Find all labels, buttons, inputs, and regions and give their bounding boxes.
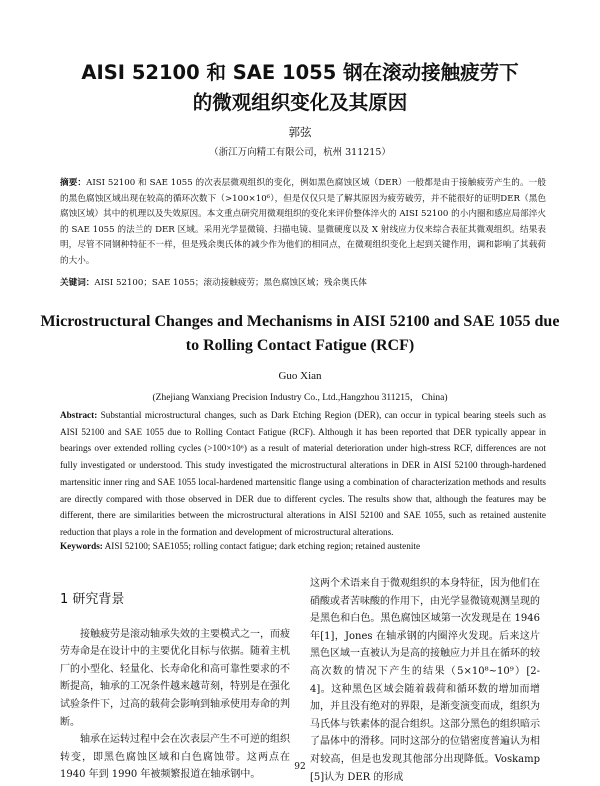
chinese-abstract-label: 摘要： <box>60 178 87 188</box>
page-number: 92 <box>294 762 306 772</box>
chinese-keywords <box>60 276 546 292</box>
chinese-title-line-2: 的微观组织变化及其原因 <box>192 91 408 114</box>
section-1-heading: 1 研究背景 <box>60 592 125 607</box>
english-abstract-text: Substantial microstructural changes, such as Dark Etching Region (DER), can occur in typical bearing steels such as AISI 52100 and SAE 1055 due to Rolling Contact Fatigue (RCF). Although it has been reported that DER typically appear in bearings over extended rolling cycles (>100×10⁶) as a result of material deterioration under high-stress RCF, differences are not fully investigated or understood. This study investigated the microstructural alterations in DER in AISI 52100 through-hardened martensitic inner ring and SAE 1055 local-hardened martensitic flange using a combination of characterization methods and results are directly compared with those observed in DER due to different cycles. The results show that, although the features may be different, there are similarities between the microstructural alterations in AISI 52100 and SAE 1055, such as retained austenite reduction that plays a role in the formation and development of microstructural alterations. <box>60 410 546 537</box>
chinese-keywords-label: 关键词： <box>60 278 95 288</box>
english-affiliation: (Zhejiang Wanxiang Precision Industry Co., Ltd.,Hangzhou 311215， China) <box>152 393 448 403</box>
chinese-abstract <box>60 176 546 270</box>
left-paragraph-1: 接触疲劳是滚动轴承失效的主要模式之一，而疲劳寿命是在设计中的主要优化目标与依据。随着主机厂的小型化、轻量化、长寿命化和高可靠性要求的不断提高，轴承的工况条件越来越苛刻，特别是在强化试验条件下，过高的载荷会影响到轴承使用寿命的判断。 <box>60 628 290 728</box>
chinese-abstract-text: AISI 52100 和 SAE 1055 的次表层微观组织的变化，例如黑色腐蚀区域（DER）一般都是由于接触疲劳产生的。一般的黑色腐蚀区域出现在较高的循环次数下（>100×10⁶），但是仅仅只是了解其原因为疲劳破劳，并不能很好的证明DER（黑色腐蚀区域）其中的机理以及失效原因。本文重点研究用微观组织的变化来评价整体淬火的 AISI 52100 的小内圈和感应局部淬火的 SAE 1055 的法兰的 DER 区域。采用光学显微镜、扫描电镜、显微硬度以及 X 射线应力仪来综合表征其微观组织。结果表明，尽管不同钢种特征不一样，但是残余奥氏体的减少作为他们的相同点，在微观组织变化上起到关键作用，调和影响了其载荷的大小。 <box>60 178 546 266</box>
chinese-title <box>40 58 560 118</box>
right-column <box>310 575 540 786</box>
chinese-keywords-text: AISI 52100；SAE 1055；滚动接触疲劳；黑色腐蚀区域；残余奥氏体 <box>94 278 367 288</box>
english-title-line-1: Microstructural Changes and Mechanisms in AISI 52100 and SAE 1055 due <box>40 313 560 330</box>
english-title <box>40 310 560 358</box>
chinese-affiliation: （浙江万向精工有限公司，杭州 311215） <box>209 147 391 158</box>
english-author: Guo Xian <box>278 370 322 382</box>
left-column <box>60 575 290 784</box>
english-abstract-label: Abstract: <box>60 410 98 420</box>
chinese-author: 郭弦 <box>288 125 312 139</box>
english-keywords <box>60 541 546 551</box>
english-abstract <box>60 407 546 541</box>
english-keywords-label: Keywords: <box>60 541 103 551</box>
english-keywords-text: AISI 52100; SAE1055; rolling contact fatigue; dark etching region; retained austenite <box>104 541 421 551</box>
english-title-line-2: to Rolling Contact Fatigue (RCF) <box>185 337 415 354</box>
chinese-title-line-1: AISI 52100 和 SAE 1055 钢在滚动接触疲劳下 <box>81 61 519 84</box>
right-paragraph: 这两个术语来自于微观组织的本身特征，因为他们在硝酸或者苦味酸的作用下，由光学显微镜观测呈现的是黑色和白色。黑色腐蚀区域第一次发现是在 1946 年[1]，Jones 在轴承钢的内圈淬火发现。后来这片黑色区域一直被认为是高的接触应力并且在循环的较高次数的情况下产生的结果（5×10⁸~10⁹）[2-4]。这种黑色区域会随着载荷和循环数的增加而增加，并且没有绝对的界限，是渐变演变而成，组织为马氏体与铁素体的混合组织。这部分黑色的组织暗示了晶体中的滑移。同时这部分的位错密度普遍认为相对较高，但是也发现其他部分出现降低。Voskamp [5]认为 DER 的形成 <box>310 578 540 783</box>
left-paragraph-2: 轴承在运转过程中会在次表层产生不可逆的组织转变，即黑色腐蚀区域和白色腐蚀带。这两点在 1940 年到 1990 年被频繁报道在轴承钢中。 <box>60 734 290 781</box>
